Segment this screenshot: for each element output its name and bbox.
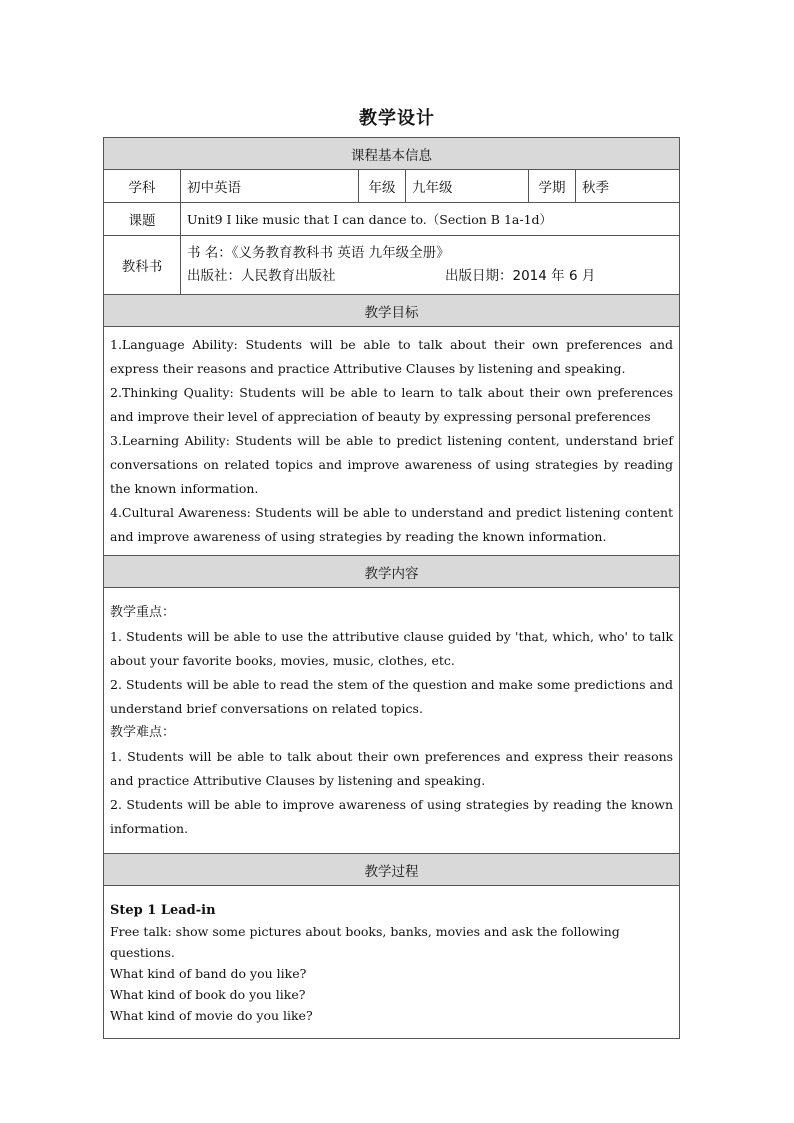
process-line: Free talk: show some pictures about books, banks, movies and ask the following questions.	[110, 924, 620, 960]
pub-date-line: 出版日期：2014 年 6 月	[445, 268, 596, 284]
document-title: 教学设计	[359, 108, 435, 129]
objectives-body	[104, 327, 680, 556]
term-value: 秋季	[576, 170, 680, 203]
objectives-header: 教学目标	[104, 295, 680, 327]
difficulty-item: 2. Students will be able to improve awareness of using strategies by reading the known information.	[110, 796, 674, 836]
objective-item: 2.Thinking Quality: Students will be able to learn to talk about their own preferences and improve their level of appreciation of beauty by expressing personal preferences	[110, 385, 674, 424]
key-point-item: 2. Students will be able to read the stem of the question and make some predictions and understand brief conversations on related topics.	[110, 676, 674, 716]
book-name-line: 书 名：《义务教育教科书 英语 九年级全册》	[187, 245, 450, 261]
objective-item: 1.Language Ability: Students will be able to talk about their own preferences and express their reasons and practice Attributive Clauses by listening and speaking.	[110, 337, 674, 376]
step-title: Step 1 Lead-in	[110, 903, 216, 918]
objective-item: 3.Learning Ability: Students will be able to predict listening content, understand brief conversations on related topics and improve awareness of using strategies by reading the known information.	[110, 433, 674, 496]
difficulty-item: 1. Students will be able to talk about their own preferences and express their reasons and practice Attributive Clauses by listening and speaking.	[110, 748, 674, 788]
publisher-line: 出版社：人民教育出版社	[187, 268, 336, 284]
subject-label: 学科	[104, 170, 181, 203]
textbook-label: 教科书	[104, 236, 181, 295]
term-label: 学期	[529, 170, 576, 203]
lesson-plan-table	[103, 137, 680, 1039]
grade-value: 九年级	[406, 170, 529, 203]
topic-label: 课题	[104, 203, 181, 236]
basic-info-header: 课程基本信息	[104, 138, 680, 170]
process-body	[104, 886, 680, 1039]
key-points-label: 教学重点：	[110, 604, 176, 620]
objective-item: 4.Cultural Awareness: Students will be able to understand and predict listening content and improve awareness of using strategies by reading the known information.	[110, 505, 674, 544]
process-line: What kind of book do you like?	[110, 987, 306, 1002]
key-point-item: 1. Students will be able to use the attributive clause guided by 'that, which, who' to talk about your favorite books, movies, music, clothes, etc.	[110, 628, 674, 668]
process-line: What kind of movie do you like?	[110, 1008, 313, 1023]
process-header: 教学过程	[104, 854, 680, 886]
process-line: What kind of band do you like?	[110, 966, 307, 981]
textbook-info	[181, 236, 680, 295]
publisher-row	[187, 265, 679, 288]
content-body	[104, 588, 680, 854]
content-header: 教学内容	[104, 556, 680, 588]
topic-value: Unit9 I like music that I can dance to.（Section B 1a-1d）	[181, 203, 680, 236]
difficulties-label: 教学难点：	[110, 724, 176, 740]
grade-label: 年级	[359, 170, 406, 203]
subject-value: 初中英语	[181, 170, 359, 203]
